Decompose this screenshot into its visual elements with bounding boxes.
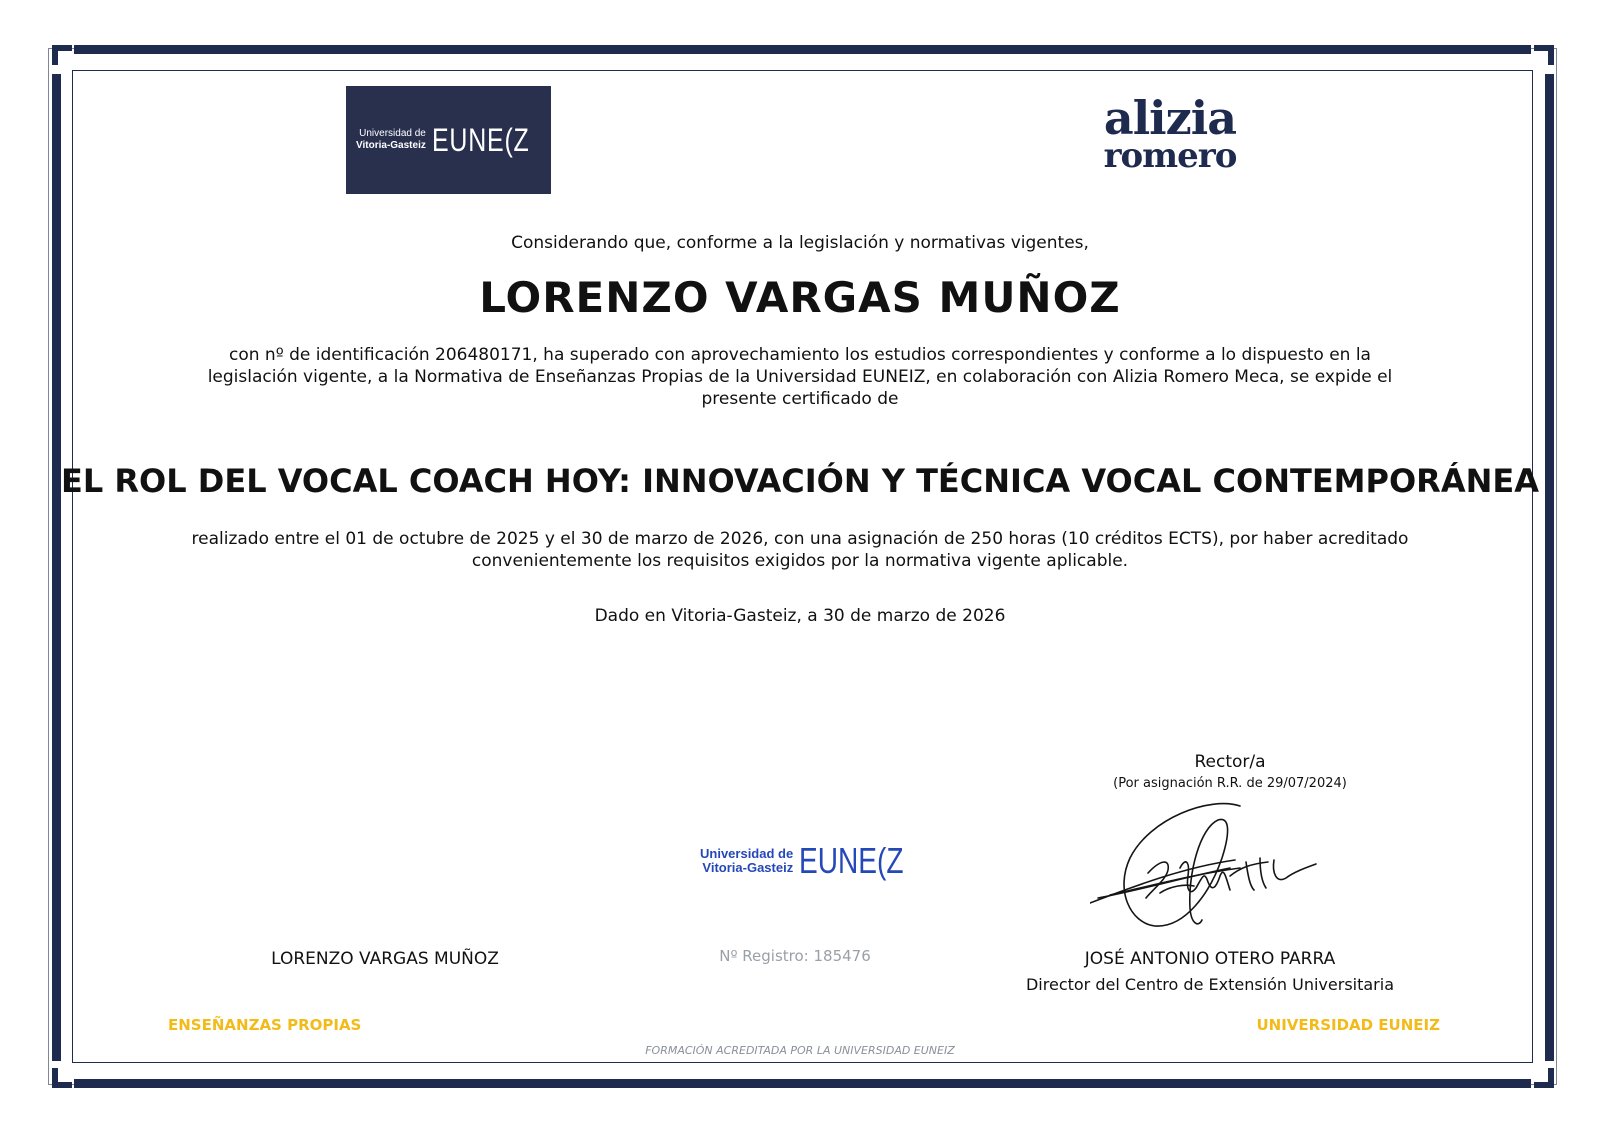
director-signature	[1090, 798, 1320, 948]
director-name: JOSÉ ANTONIO OTERO PARRA	[1084, 949, 1336, 969]
euneiz-logo-brand: EUNE(Z	[431, 121, 530, 158]
euneiz-logo-subtitle	[356, 128, 426, 152]
director-block	[1010, 949, 1410, 994]
rector-title: Rector/a	[1194, 752, 1266, 772]
alizia-logo-line2: romero	[1103, 136, 1237, 176]
alizia-romero-logo	[1080, 91, 1260, 176]
footer-accreditation-note: FORMACIÓN ACREDITADA POR LA UNIVERSIDAD EUNEIZ	[645, 1044, 955, 1057]
euneiz-logo-line2: Vitoria-Gasteiz	[356, 140, 426, 151]
frame-corner-top-right	[1534, 45, 1554, 65]
director-role: Director del Centro de Extensión Universitaria	[1025, 975, 1394, 994]
footer-right-label: UNIVERSIDAD EUNEIZ	[1256, 1016, 1440, 1034]
stamp-subtitle	[700, 847, 793, 875]
rector-assignment: (Por asignación R.R. de 29/07/2024)	[1113, 776, 1347, 791]
frame-border-top	[74, 45, 1531, 54]
frame-border-bottom	[74, 1079, 1531, 1088]
frame-corner-bottom-right	[1534, 1068, 1554, 1088]
issue-place-date: Dado en Vitoria-Gasteiz, a 30 de marzo de 2026	[594, 606, 1006, 626]
stamp-brand: EUNE(Z	[799, 840, 904, 881]
course-title: EL ROL DEL VOCAL COACH HOY: INNOVACIÓN Y TÉCNICA VOCAL CONTEMPORÁNEA	[61, 462, 1539, 500]
stamp-line1: Universidad de	[700, 846, 794, 861]
footer-left-label: ENSEÑANZAS PROPIAS	[168, 1016, 362, 1034]
frame-border-right	[1545, 74, 1554, 1061]
certificate-statement: con nº de identificación 206480171, ha superado con aprovechamiento los estudios correspondientes y conforme a lo dispuesto en la legislación vigente, a la Normativa de Enseñanzas Propias de la Universidad EUNEIZ, en colaboración con Alizia Romero Meca, se expide el presente certificado de	[207, 345, 1393, 409]
registration-number: Nº Registro: 185476	[719, 947, 871, 965]
stamp-line2: Vitoria-Gasteiz	[702, 860, 794, 875]
recipient-name: LORENZO VARGAS MUÑOZ	[479, 273, 1121, 322]
course-details: realizado entre el 01 de octubre de 2025 y el 30 de marzo de 2026, con una asignación de 250 horas (10 créditos ECTS), por haber acreditado convenientemente los requisitos exigidos por la normativa vigente aplicable.	[191, 529, 1409, 571]
rector-block	[1050, 752, 1410, 791]
euneiz-logo	[346, 86, 551, 194]
euneiz-stamp	[700, 840, 933, 882]
alizia-logo-line1: alizia	[1103, 91, 1237, 145]
intro-text: Considerando que, conforme a la legislación y normativas vigentes,	[511, 233, 1089, 253]
frame-corner-top-left	[52, 45, 72, 65]
frame-border-left	[52, 74, 61, 1061]
frame-corner-bottom-left	[52, 1068, 72, 1088]
euneiz-logo-line1: Universidad de	[359, 128, 426, 139]
student-signature-name: LORENZO VARGAS MUÑOZ	[271, 949, 499, 969]
